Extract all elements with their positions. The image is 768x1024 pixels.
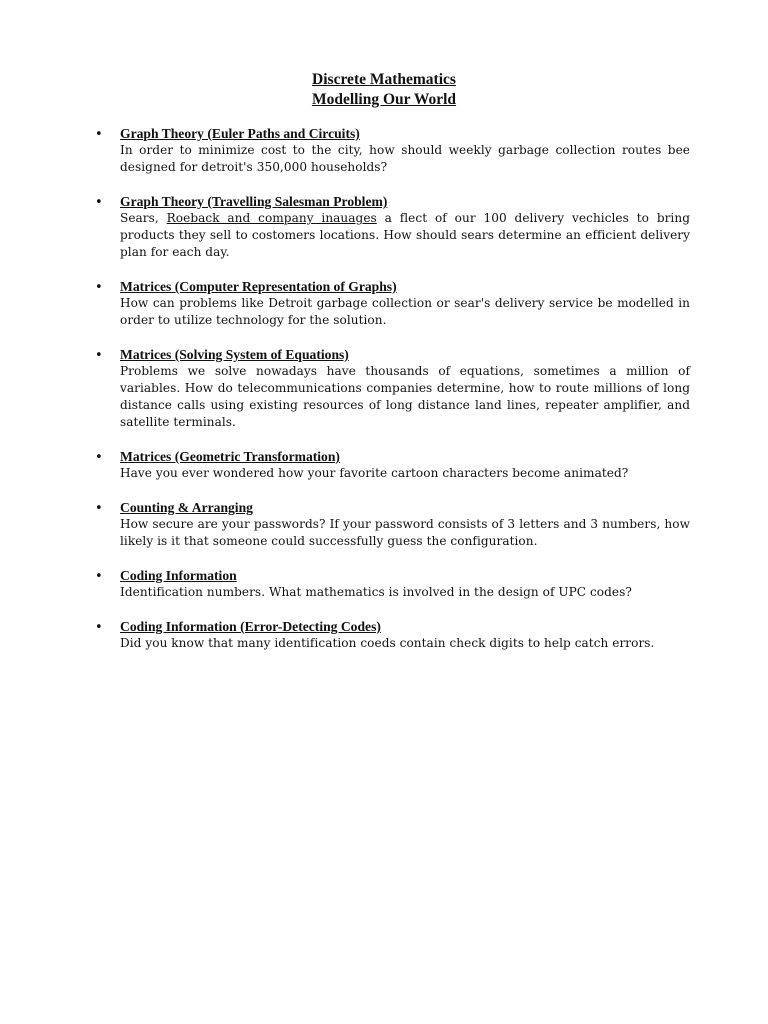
list-item — [0, 567, 768, 601]
list-item — [0, 193, 768, 261]
topic-heading: Matrices (Solving System of Equations) — [120, 347, 349, 362]
topic-heading: Counting & Arranging — [120, 500, 253, 515]
topic-heading: Coding Information (Error-Detecting Codes) — [120, 619, 381, 634]
list-item — [0, 618, 768, 652]
topic-text: In order to minimize cost to the city, how should weekly garbage collection routes bee designed for detroit's 350,000 households? — [120, 143, 690, 174]
bullet-icon: • — [95, 620, 103, 635]
topic-text: Have you ever wondered how your favorite cartoon characters become animated? — [120, 466, 629, 480]
topic-heading: Graph Theory (Euler Paths and Circuits) — [120, 126, 360, 141]
topic-text-end: a flect of our 100 delivery vechicles to bring products they sell to costomers locations. How should sears determine an efficient delivery plan for each day. — [120, 211, 690, 259]
topic-heading: Matrices (Computer Representation of Graphs) — [120, 279, 397, 294]
document-title — [0, 70, 768, 110]
bullet-icon: • — [95, 195, 103, 210]
topic-text: How secure are your passwords? If your password consists of 3 letters and 3 numbers, how likely is it that someone could successfully guess the configuration. — [120, 517, 690, 548]
title-line-1: Discrete Mathematics — [312, 71, 456, 88]
topic-heading: Matrices (Geometric Transformation) — [120, 449, 340, 464]
topic-list — [0, 125, 768, 669]
bullet-icon: • — [95, 280, 103, 295]
bullet-icon: • — [95, 127, 103, 142]
topic-text: Identification numbers. What mathematics is involved in the design of UPC codes? — [120, 585, 632, 599]
topic-text — [120, 210, 690, 261]
topic-text: Did you know that many identification coeds contain check digits to help catch errors. — [120, 636, 655, 650]
topic-heading: Coding Information — [120, 568, 237, 583]
topic-text-start: Sears, — [120, 211, 167, 225]
list-item — [0, 125, 768, 176]
list-item — [0, 499, 768, 550]
list-item — [0, 346, 768, 431]
bullet-icon: • — [95, 501, 103, 516]
topic-text: How can problems like Detroit garbage collection or sear's delivery service be modelled in order to utilize technology for the solution. — [120, 296, 690, 327]
list-item — [0, 278, 768, 329]
bullet-icon: • — [95, 450, 103, 465]
bullet-icon: • — [95, 348, 103, 363]
bullet-icon: • — [95, 569, 103, 584]
list-item — [0, 448, 768, 482]
underlined-phrase: Roeback and company inauages — [166, 211, 377, 225]
topic-text: Problems we solve nowadays have thousands of equations, sometimes a million of variables. How do telecommunications companies determine, how to route millions of long distance calls using existing resources of long distance land lines, repeater amplifier, and satellite terminals. — [120, 364, 690, 429]
topic-heading: Graph Theory (Travelling Salesman Problem) — [120, 194, 388, 209]
title-line-2: Modelling Our World — [311, 91, 457, 108]
